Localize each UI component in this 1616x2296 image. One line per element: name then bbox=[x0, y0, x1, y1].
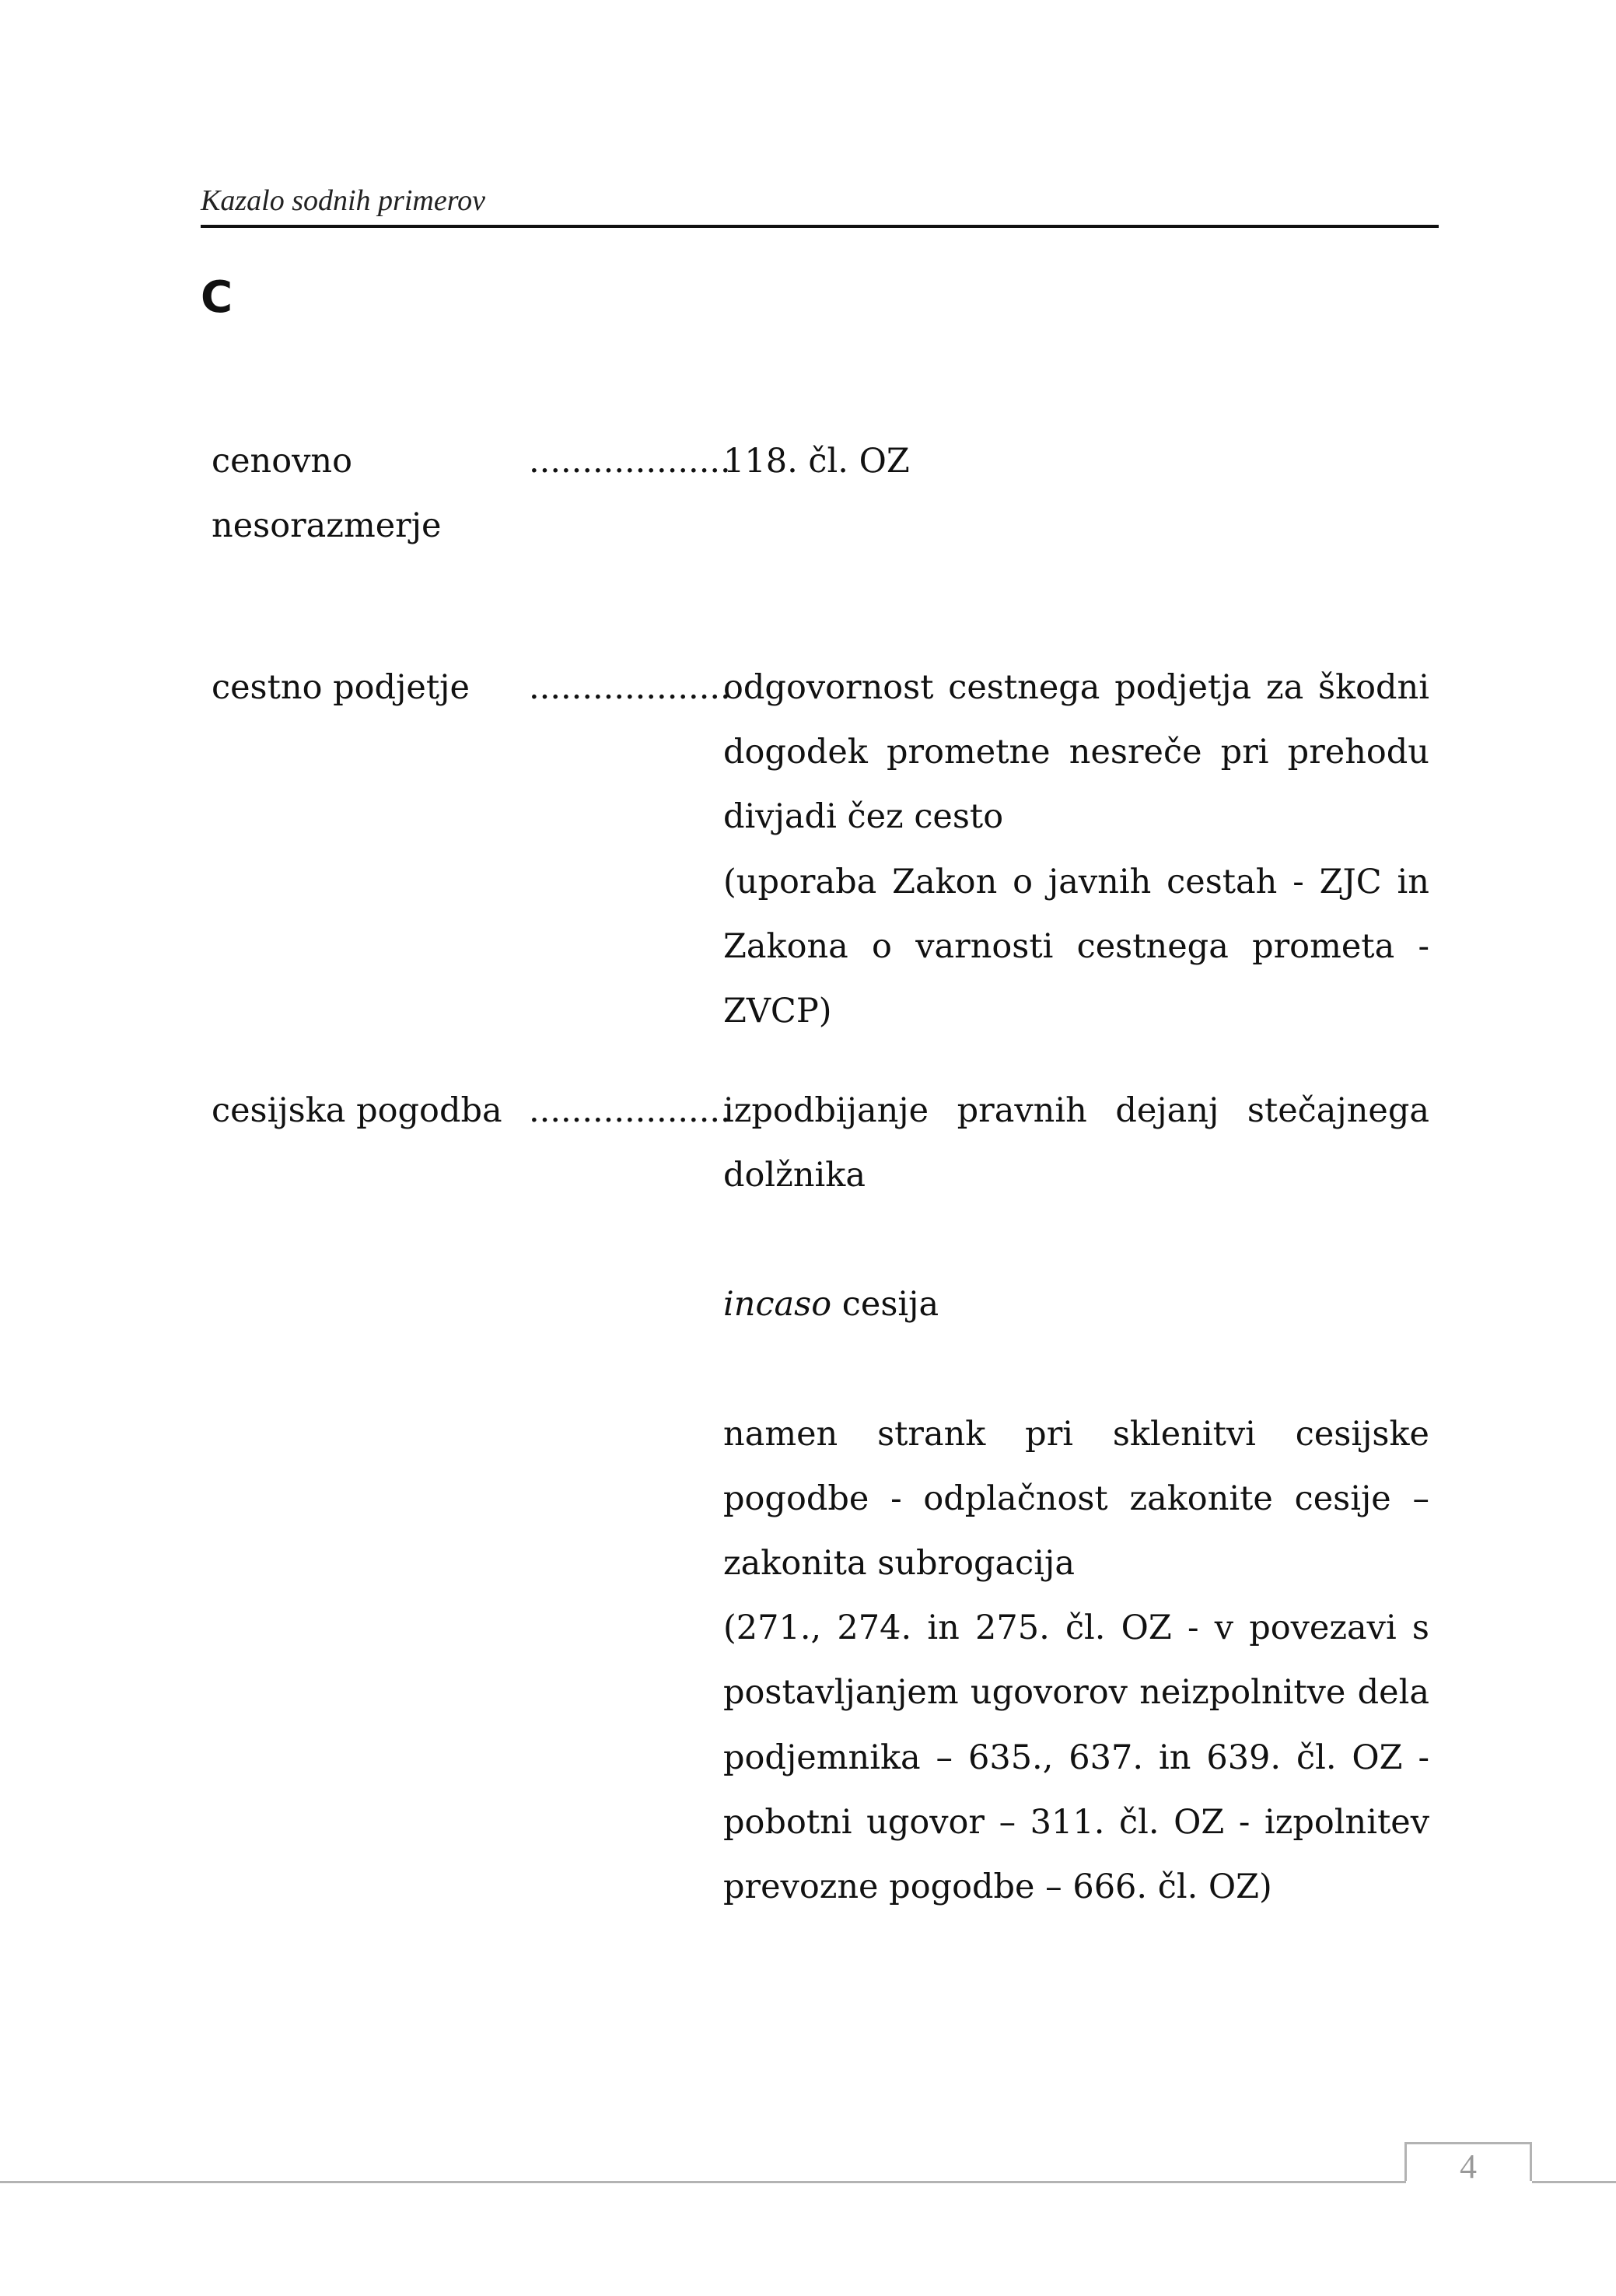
section-letter: C bbox=[201, 272, 233, 323]
entry-description bbox=[723, 1079, 1429, 1920]
entry-term: cestno podjetje bbox=[212, 668, 470, 707]
running-header: Kazalo sodnih primerov bbox=[201, 184, 485, 217]
leader-dots: ................... bbox=[529, 668, 731, 707]
entry-term: cesijska pogodba bbox=[212, 1091, 502, 1130]
italic-term: incaso bbox=[723, 1285, 832, 1325]
page-number: 4 bbox=[1460, 2147, 1477, 2186]
leader-dots: ................... bbox=[529, 1091, 731, 1130]
entry-term: cenovno nesorazmerje bbox=[212, 442, 442, 545]
footer-rule bbox=[0, 2181, 1406, 2183]
leader-dots: ................... bbox=[529, 442, 731, 481]
description-line: (uporaba Zakon o javnih cestah - ZJC in Zakona o varnosti cestnega prometa - ZVCP) bbox=[723, 862, 1429, 1031]
description-line: namen strank pri sklenitvi cesijske pogodbe - odplačnost zakonite cesije – zakonita subrogacija bbox=[723, 1414, 1429, 1584]
description-line bbox=[723, 1272, 1429, 1337]
entry-description bbox=[723, 656, 1429, 1044]
description-text: cesija bbox=[831, 1285, 939, 1325]
header-divider bbox=[201, 225, 1439, 228]
footer-rule bbox=[1532, 2181, 1616, 2183]
description-line: 118. čl. OZ bbox=[723, 442, 910, 481]
description-line: (271., 274. in 275. čl. OZ - v povezavi s postavljanjem ugovorov neizpolnitve dela podjemnika – 635., 637. in 639. čl. OZ - pobotni ugovor – 311. čl. OZ - izpolnitev prevozne pogodbe – 666. čl. OZ) bbox=[723, 1608, 1429, 1907]
description-line: izpodbijanje pravnih dejanj stečajnega dolžnika bbox=[723, 1091, 1429, 1195]
entry-description bbox=[723, 429, 1429, 494]
description-line: odgovornost cestnega podjetja za škodni dogodek prometne nesreče pri prehodu divjadi čez cesto bbox=[723, 668, 1429, 837]
